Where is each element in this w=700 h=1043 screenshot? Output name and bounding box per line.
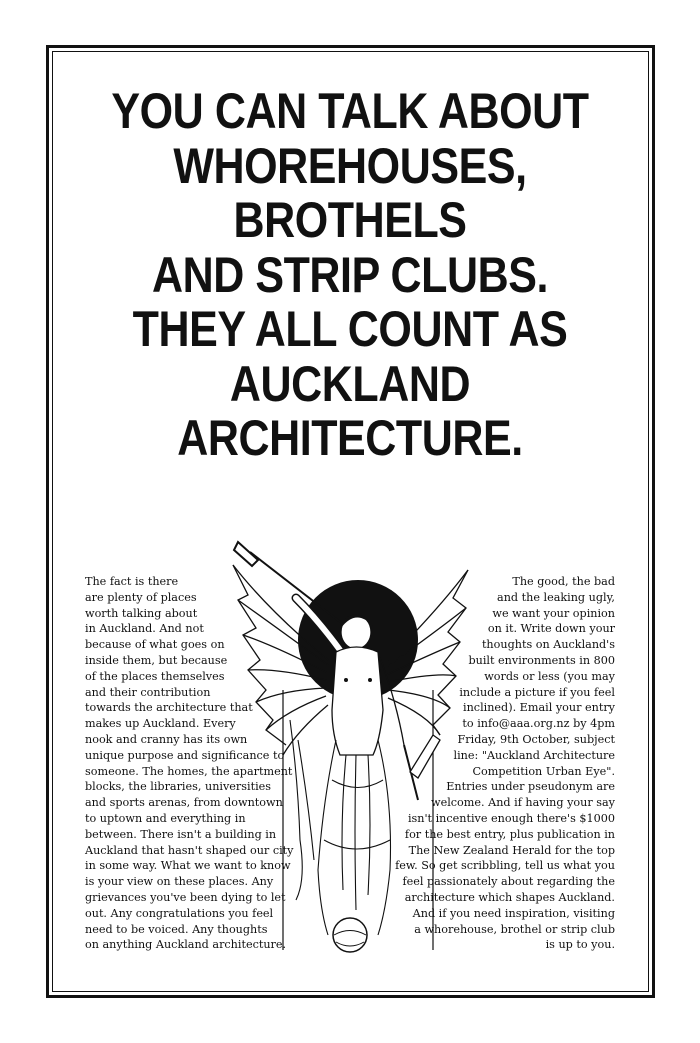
- text-line: The fact is there: [85, 575, 179, 588]
- headline-line: ARCHITECTURE.: [177, 410, 523, 466]
- headline-line: AND STRIP CLUBS.: [151, 246, 549, 303]
- text-line: on it. Write down your: [487, 622, 615, 636]
- text-line: architecture which shapes Auckland.: [404, 890, 615, 904]
- text-line: feel passionately about regarding the: [402, 875, 615, 889]
- text-line: out. Any congratulations you feel: [85, 906, 274, 920]
- text-line: are plenty of places: [85, 590, 197, 604]
- left-body-text: [85, 574, 294, 953]
- text-line: of the places themselves: [85, 669, 225, 683]
- angel-torso: [332, 647, 383, 755]
- headline-line: YOU CAN TALK ABOUT: [111, 83, 589, 139]
- text-line: Friday, 9th October, subject: [457, 732, 615, 746]
- text-line: thoughts on Auckland's: [481, 638, 615, 652]
- text-line: unique purpose and significance to: [85, 748, 285, 762]
- text-line: on anything Auckland architecture.: [85, 938, 287, 952]
- text-line: a whorehouse, brothel or strip club: [414, 922, 615, 936]
- text-line: isn't incentive enough there's $1000: [407, 811, 615, 825]
- text-line: The good, the bad: [512, 575, 615, 588]
- text-line: for the best entry, plus publication in: [404, 827, 615, 841]
- text-line: blocks, the libraries, universities: [85, 780, 272, 794]
- text-line: Auckland that hasn't shaped our city: [85, 843, 294, 857]
- text-line: grievances you've been dying to let: [85, 890, 286, 904]
- text-line: is your view on these places. Any: [85, 875, 274, 889]
- text-line: Entries under pseudonym are: [446, 780, 615, 794]
- text-line: to info@aaa.org.nz by 4pm: [462, 717, 615, 731]
- headline-line: THEY ALL COUNT AS: [132, 301, 568, 357]
- text-line: worth talking about: [85, 606, 198, 620]
- text-line: and sports arenas, from downtown: [85, 796, 283, 810]
- text-line: need to be voiced. Any thoughts: [85, 922, 268, 936]
- text-line: in Auckland. And not: [85, 622, 204, 636]
- text-line: include a picture if you feel: [459, 685, 615, 699]
- text-line: inside them, but because: [85, 653, 228, 667]
- text-line: and their contribution: [85, 685, 211, 699]
- text-line: to uptown and everything in: [85, 811, 246, 825]
- headline-line: AUCKLAND: [229, 355, 471, 412]
- text-line: inclined). Email your entry: [463, 701, 615, 715]
- text-line: in some way. What we want to know: [85, 859, 291, 873]
- text-line: words or less (you may: [484, 669, 615, 683]
- text-line: And if you need inspiration, visiting: [412, 906, 615, 920]
- text-line: welcome. And if having your say: [431, 796, 615, 810]
- text-line: line: "Auckland Architecture: [453, 748, 615, 762]
- text-line: The New Zealand Herald for the top: [408, 843, 615, 857]
- text-line: built environments in 800: [468, 653, 615, 667]
- text-line: is up to you.: [545, 938, 615, 952]
- text-line: between. There isn't a building in: [85, 827, 277, 841]
- text-line: Competition Urban Eye".: [472, 764, 615, 778]
- globe: [333, 918, 367, 952]
- text-line: because of what goes on: [85, 638, 225, 652]
- headline-line: WHOREHOUSES,: [173, 137, 527, 194]
- right-body-text: [395, 574, 615, 953]
- text-line: we want your opinion: [492, 606, 615, 620]
- text-line: and the leaking ugly,: [497, 590, 615, 604]
- text-line: few. So get scribbling, tell us what you: [395, 859, 615, 873]
- text-line: towards the architecture that: [85, 701, 253, 715]
- text-line: nook and cranny has its own: [85, 732, 248, 746]
- headline-line: BROTHELS: [233, 192, 467, 248]
- text-line: someone. The homes, the apartment: [85, 764, 293, 778]
- text-line: makes up Auckland. Every: [85, 717, 236, 731]
- headline: [101, 84, 600, 466]
